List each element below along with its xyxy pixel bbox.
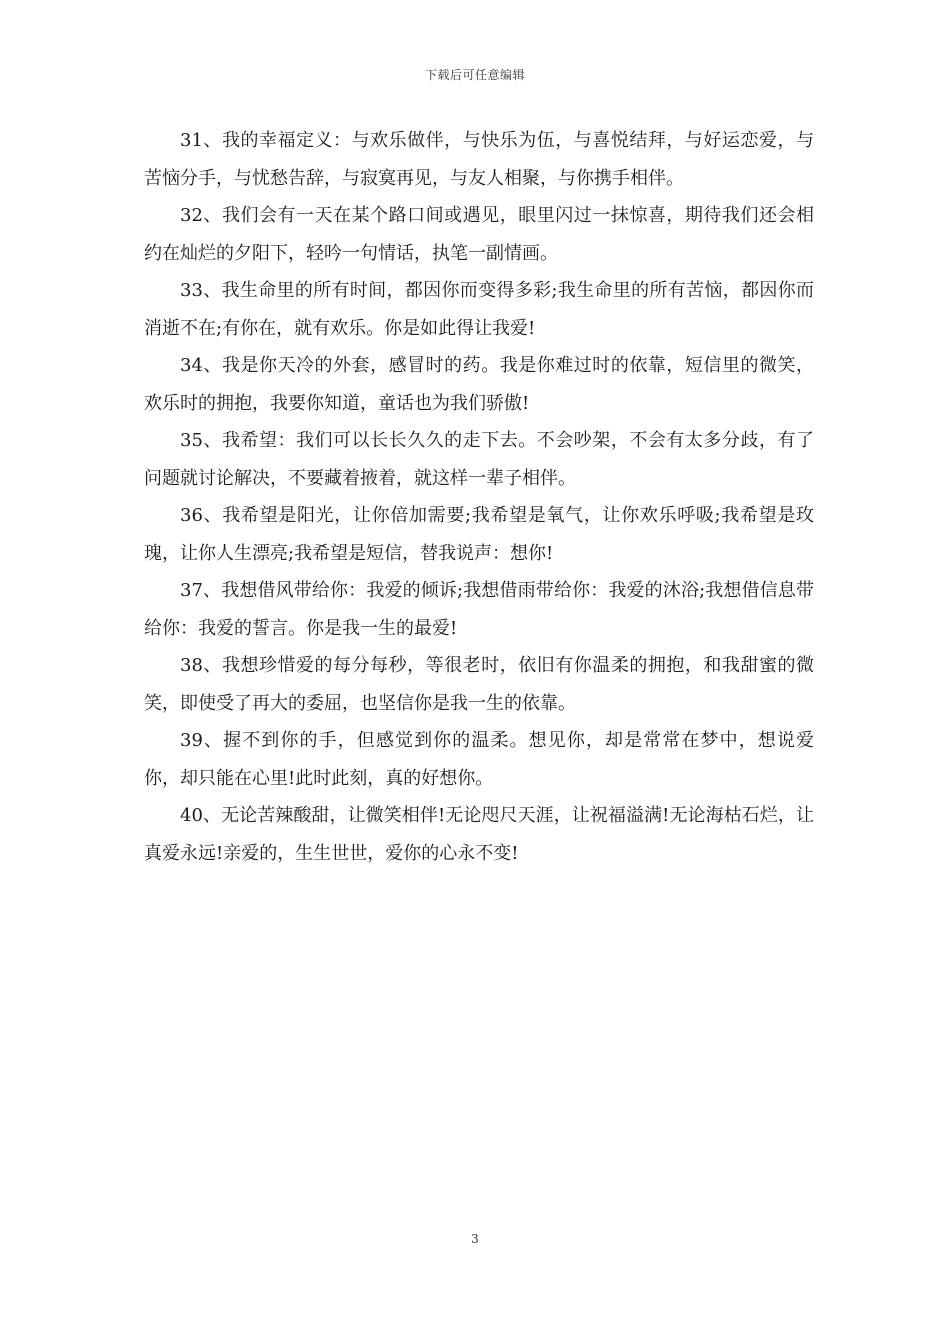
paragraph-35: 35、我希望：我们可以长长久久的走下去。不会吵架，不会有太多分歧，有了问题就讨论解决，不要藏着掖着，就这样一辈子相伴。 (144, 430, 814, 489)
paragraph-34: 34、我是你天冷的外套，感冒时的药。我是你难过时的依靠，短信里的微笑，欢乐时的拥抱，我要你知道，童话也为我们骄傲! (144, 355, 814, 414)
paragraph-33: 33、我生命里的所有时间，都因你而变得多彩;我生命里的所有苦恼，都因你而消逝不在;有你在，就有欢乐。你是如此得让我爱! (144, 280, 814, 339)
paragraph-40: 40、无论苦辣酸甜，让微笑相伴!无论咫尺天涯，让祝福溢满!无论海枯石烂，让真爱永远!亲爱的，生生世世，爱你的心永不变! (144, 805, 814, 864)
paragraph-39: 39、握不到你的手，但感觉到你的温柔。想见你，却是常常在梦中，想说爱你，却只能在心里!此时此刻，真的好想你。 (144, 730, 814, 789)
paragraph-38: 38、我想珍惜爱的每分每秒，等很老时，依旧有你温柔的拥抱，和我甜蜜的微笑，即使受了再大的委屈，也坚信你是我一生的依靠。 (144, 655, 814, 714)
document-body (144, 122, 814, 872)
page-header: 下载后可任意编辑 (424, 68, 525, 82)
paragraph-36: 36、我希望是阳光，让你倍加需要;我希望是氧气，让你欢乐呼吸;我希望是玫瑰，让你人生漂亮;我希望是短信，替我说声：想你! (144, 505, 814, 564)
paragraph-37: 37、我想借风带给你：我爱的倾诉;我想借雨带给你：我爱的沐浴;我想借信息带给你：我爱的誓言。你是我一生的最爱! (144, 580, 814, 639)
paragraph-31: 31、我的幸福定义：与欢乐做伴，与快乐为伍，与喜悦结拜，与好运恋爱，与苦恼分手，与忧愁告辞，与寂寞再见，与友人相聚，与你携手相伴。 (144, 130, 814, 189)
page-number: 3 (471, 1232, 479, 1246)
paragraph-32: 32、我们会有一天在某个路口间或遇见，眼里闪过一抹惊喜，期待我们还会相约在灿烂的夕阳下，轻吟一句情话，执笔一副情画。 (144, 205, 814, 264)
